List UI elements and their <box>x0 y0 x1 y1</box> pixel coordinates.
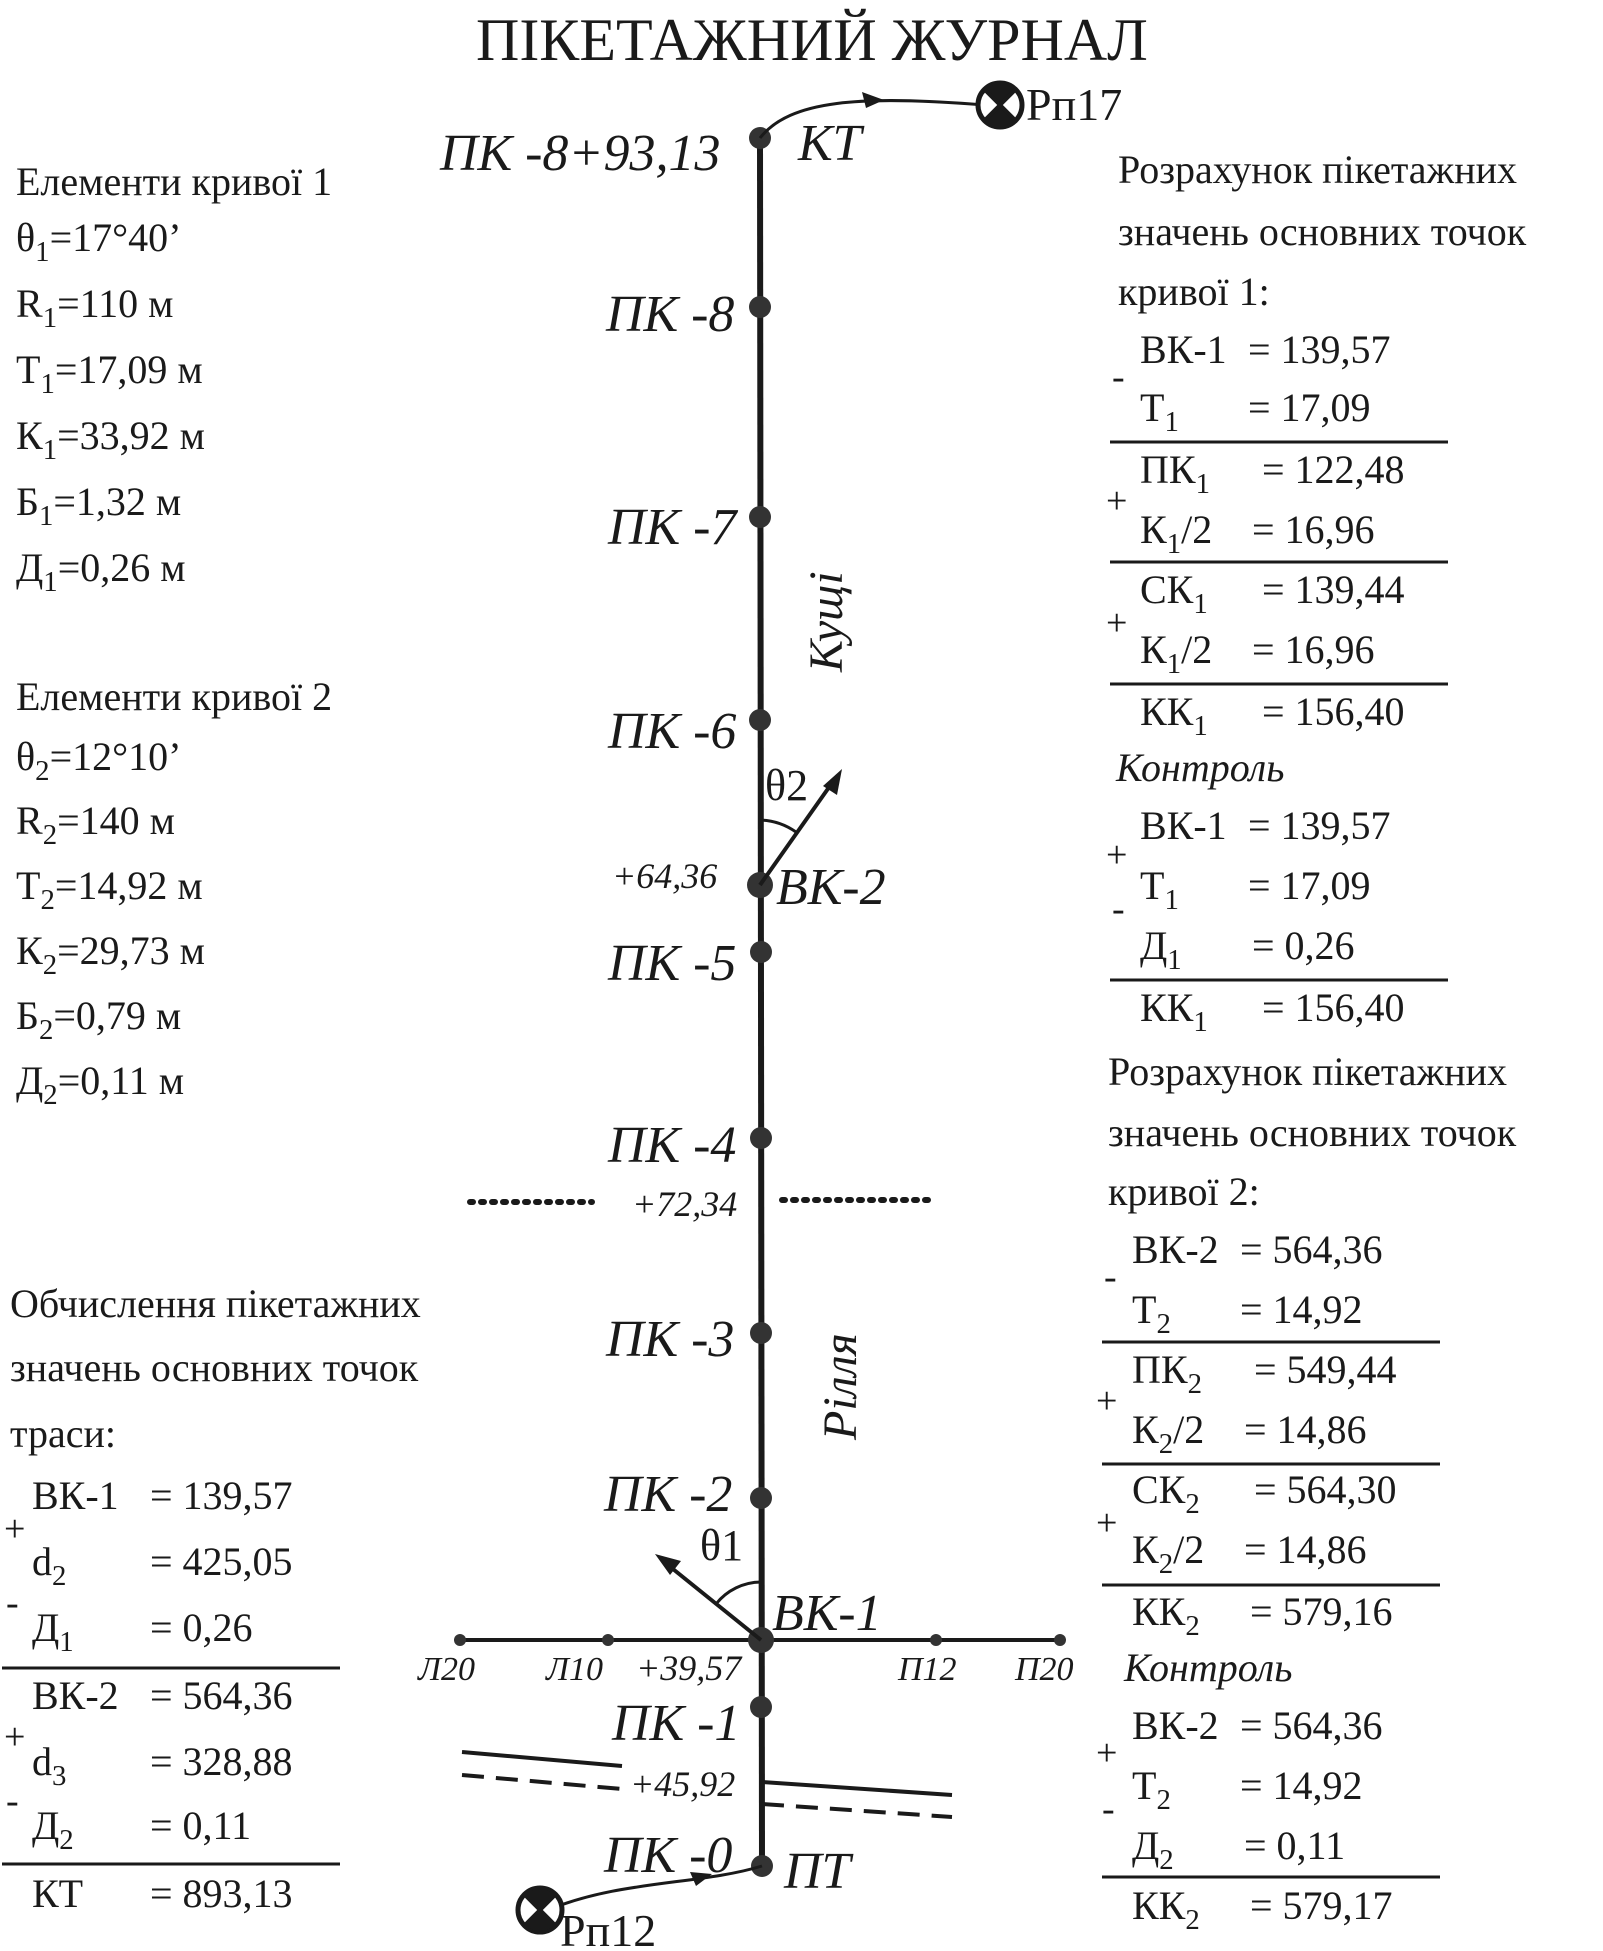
calc2-control-row: ВК-2 <box>1132 1703 1219 1748</box>
curve1-line: $К_1=33,92$ м <box>16 413 205 467</box>
route-calc-row: ВК-1 <box>32 1473 119 1518</box>
calc1-row: $ПК_1$ <box>1140 447 1210 501</box>
calc2-row: $К_2/2$ <box>1132 1407 1205 1461</box>
benchmark-rp17-icon <box>978 83 1022 127</box>
cross-section-point <box>930 1634 942 1646</box>
road-solid-right <box>762 1782 952 1795</box>
start-point-label: ПТ <box>784 1843 851 1900</box>
calc1-heading-3: кривої 1: <box>1118 269 1270 314</box>
curve1-line: $Б_1=1,32$ м <box>16 479 182 533</box>
calc1-row: $К_1/2$ <box>1140 507 1213 561</box>
plus-sign: + <box>1096 1732 1118 1774</box>
calc1-control-row: ВК-1 <box>1140 803 1227 848</box>
picket-point <box>749 296 771 318</box>
calc2-control-label: Контроль <box>1124 1645 1293 1690</box>
minus-sign: - <box>6 1582 19 1624</box>
minus-sign: - <box>6 1780 19 1822</box>
route-calc-heading-1: Обчислення пікетажних <box>10 1281 421 1326</box>
calc1-value: = 156,40 <box>1262 689 1405 734</box>
route-calc-row: $Д_2$ <box>32 1803 74 1857</box>
calc2-control-row: $Д_2$ <box>1132 1823 1174 1877</box>
calc2-control-value: = 564,36 <box>1240 1703 1383 1748</box>
calc1-value: = 139,44 <box>1262 567 1405 612</box>
calc1-control-row: $Д_1$ <box>1140 923 1182 977</box>
curve2-line: $\theta_2=12^\circ 10$’ <box>16 734 182 788</box>
curve1-line: $R_1=110$ м <box>16 281 174 335</box>
calc1-heading-2: значень основних точок <box>1118 209 1527 254</box>
picket-label-0: ПК -0 <box>604 1827 733 1884</box>
calc1-value: = 16,96 <box>1252 627 1375 672</box>
calc2-row: $ПК_2$ <box>1132 1347 1202 1401</box>
plus-sign: + <box>1106 834 1128 876</box>
picket-label-5: ПК -5 <box>608 935 737 992</box>
route-calc-row: $d_3$ <box>32 1739 67 1793</box>
route-calc-value: = 328,88 <box>150 1739 293 1784</box>
calc1-heading-1: Розрахунок пікетажних <box>1118 147 1518 192</box>
picket-point <box>750 1322 772 1344</box>
picket-point <box>749 709 771 731</box>
picket-label-2: ПК -2 <box>604 1466 733 1523</box>
picket-point <box>749 506 771 528</box>
calc1-control-label: Контроль <box>1116 745 1285 790</box>
calc2-value: = 564,36 <box>1240 1227 1383 1272</box>
picket-label-3: ПК -3 <box>606 1311 735 1368</box>
calc1-control-value: = 139,57 <box>1248 803 1391 848</box>
curve2-line: $Т_2=14,92$ м <box>16 863 203 917</box>
picket-point <box>750 1487 772 1509</box>
picket-point <box>750 941 772 963</box>
route-line <box>760 140 762 1868</box>
calc2-value: = 549,44 <box>1254 1347 1397 1392</box>
route-calc-row: ВК-2 <box>32 1673 119 1718</box>
route-calc-row: $Д_1$ <box>32 1605 74 1659</box>
picket-label-6: ПК -6 <box>608 703 737 760</box>
theta1-label: θ1 <box>700 1521 744 1570</box>
theta2-label: θ2 <box>765 761 809 810</box>
route-calc-value: = 425,05 <box>150 1539 293 1584</box>
calc2-value: = 14,92 <box>1240 1287 1363 1332</box>
calc2-control-row: $Т_2$ <box>1132 1763 1171 1817</box>
plus-sign: + <box>1106 480 1128 522</box>
calc2-row: $К_2/2$ <box>1132 1527 1205 1581</box>
zone-label-shrubs: Кущі <box>800 571 853 672</box>
route-calc-heading-2: значень основних точок <box>10 1345 419 1390</box>
calc2-value: = 14,86 <box>1244 1407 1367 1452</box>
picket-label-end: ПК -8+93,13 <box>440 125 721 182</box>
calc2-row: $СК_2$ <box>1132 1467 1200 1521</box>
calc2-row: ВК-2 <box>1132 1227 1219 1272</box>
picket-label-1: ПК -1 <box>612 1695 741 1752</box>
route-calc-value: = 0,11 <box>150 1803 252 1848</box>
vertex2-plus: +64,36 <box>612 856 718 896</box>
curve2-heading: Елементи кривої 2 <box>16 674 333 719</box>
calc1-row: $К_1/2$ <box>1140 627 1213 681</box>
route-calc-row: $d_2$ <box>32 1539 67 1593</box>
cross-section-point <box>454 1634 466 1646</box>
road-dashed-left <box>462 1775 622 1789</box>
calc1-row: $СК_1$ <box>1140 567 1208 621</box>
end-point-label: КТ <box>798 115 862 172</box>
route-calc-value: = 0,26 <box>150 1605 253 1650</box>
road-plus: +45,92 <box>630 1764 736 1804</box>
benchmark-bottom-label: Рп12 <box>560 1905 657 1951</box>
calc1-value: = 17,09 <box>1248 385 1371 430</box>
curve1-line: $Т_1=17,09$ м <box>16 347 203 401</box>
minus-sign: - <box>1112 356 1125 398</box>
calc1-value: = 139,57 <box>1248 327 1391 372</box>
boundary-plus: +72,34 <box>632 1184 738 1224</box>
calc2-control-value: = 14,92 <box>1240 1763 1363 1808</box>
picket-point <box>750 1127 772 1149</box>
theta2-arc <box>760 820 796 832</box>
calc1-control-value: = 0,26 <box>1252 923 1355 968</box>
zone-label-arable: Рілля <box>814 1333 867 1440</box>
benchmark-top-label: Рп17 <box>1026 79 1123 130</box>
calc1-row: $КК_1$ <box>1140 689 1208 743</box>
calc2-value: = 564,30 <box>1254 1467 1397 1512</box>
road-solid-left <box>462 1752 622 1766</box>
calc2-row: $Т_2$ <box>1132 1287 1171 1341</box>
route-calc-heading-3: траси: <box>10 1411 116 1456</box>
route-calc-total-value: = 893,13 <box>150 1871 293 1916</box>
road-dashed-right <box>762 1804 952 1817</box>
benchmark-rp12-icon <box>518 1888 562 1932</box>
route-calc-value: = 139,57 <box>150 1473 293 1518</box>
curve2-line: $Б_2=0,79$ м <box>16 993 182 1047</box>
vertex2-label: ВК-2 <box>776 859 886 916</box>
calc1-control-value: = 17,09 <box>1248 863 1371 908</box>
cross-label-p20: П20 <box>1015 1651 1074 1688</box>
calc2-heading-1: Розрахунок пікетажних <box>1108 1049 1508 1094</box>
curve1-line: $\theta_1=17^\circ 40$’ <box>16 215 182 269</box>
picket-point <box>750 1696 772 1718</box>
calc2-control-value: = 579,17 <box>1250 1883 1393 1928</box>
plus-sign: + <box>4 1508 26 1550</box>
calc2-heading-2: значень основних точок <box>1108 1110 1517 1155</box>
theta1-arc <box>716 1582 761 1604</box>
calc1-control-value: = 156,40 <box>1262 985 1405 1030</box>
calc1-row: ВК-1 <box>1140 327 1227 372</box>
curve1-heading: Елементи кривої 1 <box>16 159 333 204</box>
cross-section-point <box>1054 1634 1066 1646</box>
calc1-value: = 16,96 <box>1252 507 1375 552</box>
minus-sign: - <box>1112 888 1125 930</box>
plus-sign: + <box>1096 1502 1118 1544</box>
calc2-row: $КК_2$ <box>1132 1589 1200 1643</box>
benchmark-link-top <box>760 101 985 138</box>
calc2-heading-3: кривої 2: <box>1108 1169 1260 1214</box>
picket-label-8: ПК -8 <box>606 286 735 343</box>
calc2-control-row: $КК_2$ <box>1132 1883 1200 1937</box>
calc2-value: = 14,86 <box>1244 1527 1367 1572</box>
picket-label-7: ПК -7 <box>608 499 737 556</box>
picket-label-4: ПК -4 <box>608 1117 737 1174</box>
calc1-control-row: $КК_1$ <box>1140 985 1208 1039</box>
calc2-control-value: = 0,11 <box>1244 1823 1346 1868</box>
cross-section-point <box>602 1634 614 1646</box>
curve1-line: $Д_1=0,26$ м <box>16 545 186 599</box>
vertex1-plus: +39,57 <box>636 1648 742 1688</box>
theta1-direction <box>668 1565 761 1640</box>
calc1-control-row: $Т_1$ <box>1140 863 1179 917</box>
arrow-head-icon <box>862 92 884 108</box>
route-calc-total: КТ <box>32 1871 84 1916</box>
route-calc-value: = 564,36 <box>150 1673 293 1718</box>
plus-sign: + <box>4 1716 26 1758</box>
cross-label-p12: П12 <box>898 1651 957 1688</box>
calc1-row: $Т_1$ <box>1140 385 1179 439</box>
plus-sign: + <box>1106 602 1128 644</box>
curve2-line: $R_2=140$ м <box>16 798 175 852</box>
page-title: ПІКЕТАЖНИЙ ЖУРНАЛ <box>476 7 1148 73</box>
curve2-line: $Д_2=0,11$ м <box>16 1058 185 1112</box>
cross-label-l20: Л20 <box>418 1651 476 1688</box>
plus-sign: + <box>1096 1380 1118 1422</box>
minus-sign: - <box>1102 1788 1115 1830</box>
calc1-value: = 122,48 <box>1262 447 1405 492</box>
cross-label-l10: Л10 <box>546 1651 604 1688</box>
vertex1-label: ВК-1 <box>772 1585 882 1642</box>
minus-sign: - <box>1104 1256 1117 1298</box>
calc2-value: = 579,16 <box>1250 1589 1393 1634</box>
curve2-line: $К_2=29,73$ м <box>16 928 205 982</box>
